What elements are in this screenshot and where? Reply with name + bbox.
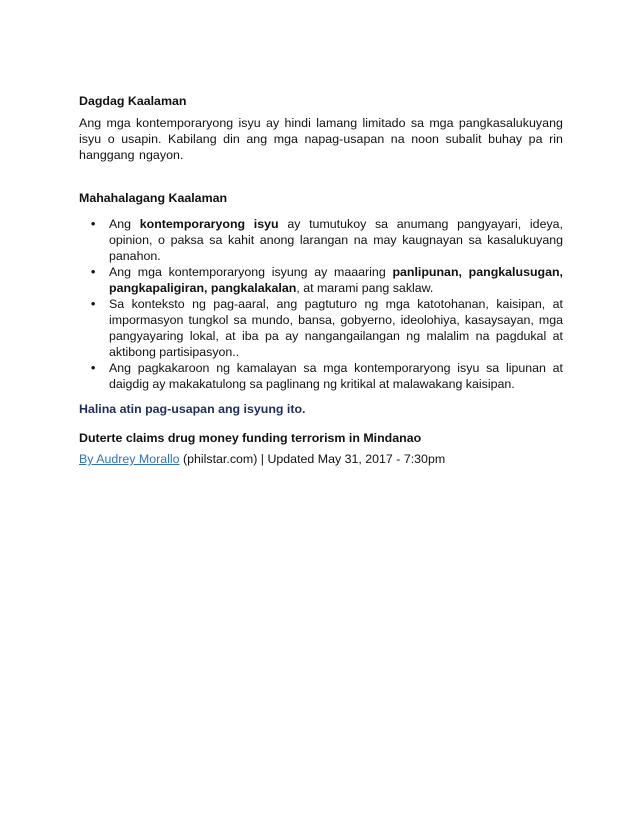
list-item-text: Ang mga kontemporaryong isyung ay maaaring bbox=[109, 265, 393, 279]
article-title: Duterte claims drug money funding terrorism in Mindanao bbox=[79, 431, 422, 445]
list-item-text: Sa konteksto ng pag-aaral, ang pagtuturo ng mga katotohanan, kaisipan, at impormasyon tungkol sa mundo, bansa, gobyerno, ideolohiya, kasaysayan, mga pangyayaring lokal, at iba pa ay nangangailangan ng malalim na pagdukal at aktibong partisipasyon.. bbox=[109, 297, 563, 359]
list-item-bold-term: panlipunan, pangkalusugan, pangkapaligiran, pangkalakalan bbox=[109, 265, 563, 295]
list-item-text: Ang bbox=[109, 217, 140, 231]
list-item bbox=[79, 296, 563, 360]
discussion-prompt: Halina atin pag-usapan ang isyung ito. bbox=[79, 402, 306, 416]
key-points-list bbox=[79, 216, 563, 392]
byline-details: (philstar.com) | Updated May 31, 2017 - 7:30pm bbox=[179, 452, 446, 466]
list-item-text: Ang pagkakaroon ng kamalayan sa mga kontemporaryong isyu sa lipunan at daigdig ay makakatulong sa paglinang ng kritikal at malawakang kaisipan. bbox=[109, 361, 563, 391]
bullet-icon: • bbox=[91, 361, 96, 375]
list-item-bold-term: kontemporaryong isyu bbox=[139, 217, 279, 231]
bullet-icon: • bbox=[91, 265, 96, 279]
section-heading-mahahalagang-kaalaman: Mahahalagang Kaalaman bbox=[79, 191, 228, 205]
document-page bbox=[79, 93, 563, 467]
list-item bbox=[79, 360, 563, 392]
article-byline bbox=[79, 451, 563, 467]
intro-paragraph: Ang mga kontemporaryong isyu ay hindi lamang limitado sa mga pangkasalukuyang isyu o usapin. Kabilang din ang mga napag-usapan na noon subalit buhay pa rin hanggang ngayon. bbox=[79, 116, 563, 162]
list-item-text: , at marami pang saklaw. bbox=[296, 281, 434, 295]
list-item-text: ay tumutukoy sa anumang pangyayari, ideya, opinion, o paksa sa kahit anong larangan na may kaugnayan sa kasalukuyang panahon. bbox=[109, 217, 563, 263]
section-heading-dagdag-kaalaman: Dagdag Kaalaman bbox=[79, 94, 187, 108]
list-item bbox=[79, 264, 563, 296]
author-link[interactable]: By Audrey Morallo bbox=[79, 452, 180, 466]
bullet-icon: • bbox=[91, 297, 96, 311]
list-item bbox=[79, 216, 563, 264]
bullet-icon: • bbox=[91, 217, 96, 231]
